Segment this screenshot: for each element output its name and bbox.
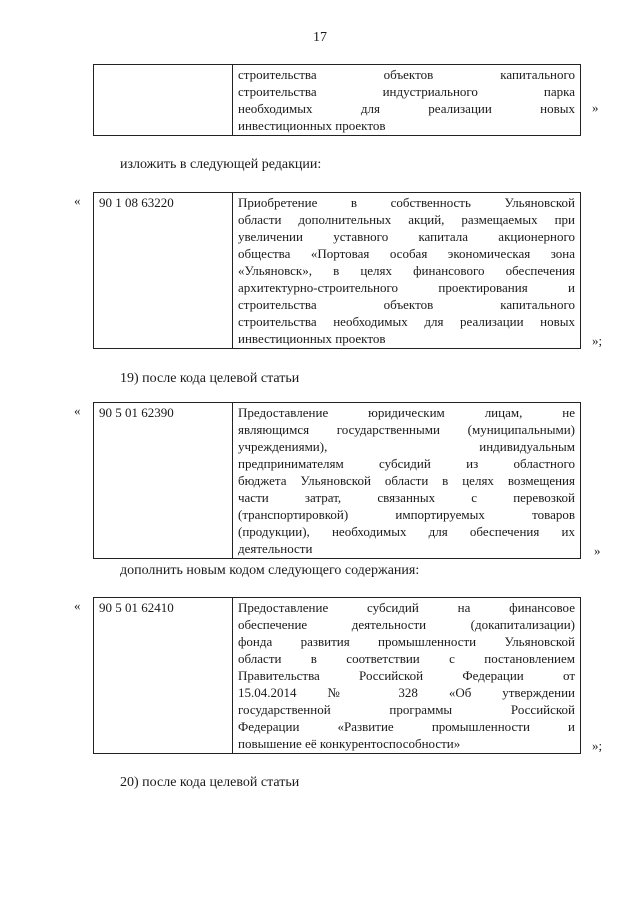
paragraph-text: дополнить новым кодом следующего содержания:: [120, 563, 420, 578]
table-row: [94, 598, 581, 754]
description-line: (транспортировкой) импортируемых товаров: [238, 507, 575, 522]
description-line: (продукции), необходимых для обеспечения их: [238, 524, 575, 539]
description-line: строительства индустриального парка: [238, 84, 575, 99]
description-line: фонда развития промышленности Ульяновской: [238, 634, 575, 649]
code-cell: 90 5 01 62410: [94, 598, 233, 754]
paragraph-text: 19) после кода целевой статьи: [120, 371, 300, 386]
description-line: Федерации «Развитие промышленности и: [238, 719, 575, 734]
description-line: области в соответствии с постановлением: [238, 651, 575, 666]
description-line: государственной программы Российской: [238, 702, 575, 717]
budget-table: [93, 192, 581, 349]
description-line: повышение её конкурентоспособности»: [238, 736, 461, 751]
description-cell: [233, 193, 581, 349]
description-line: Приобретение в собственность Ульяновской: [238, 195, 575, 210]
description-line: предпринимателям субсидий из областного: [238, 456, 575, 471]
description-line: общества «Портовая особая экономическая зона: [238, 246, 575, 261]
opening-quote: «: [74, 403, 81, 418]
budget-table: [93, 597, 581, 754]
description-line: строительства необходимых для реализации новых: [238, 314, 575, 329]
description-line: учреждениями), индивидуальным: [238, 439, 575, 454]
description-line: увеличении уставного капитала акционерного: [238, 229, 575, 244]
description-line: инвестиционных проектов: [238, 118, 386, 133]
code-cell: 90 1 08 63220: [94, 193, 233, 349]
description-line: инвестиционных проектов: [238, 331, 386, 346]
description-cell: [233, 65, 581, 136]
description-cell: [233, 403, 581, 559]
table-row: [94, 193, 581, 349]
description-line: области дополнительных акций, размещаемых при: [238, 212, 575, 227]
description-line: деятельности: [238, 541, 313, 556]
description-line: Предоставление субсидий на финансовое: [238, 600, 575, 615]
description-line: части затрат, связанных с перевозкой: [238, 490, 575, 505]
description-line: архитектурно-строительного проектирования и: [238, 280, 575, 295]
description-line: строительства объектов капитального: [238, 67, 575, 82]
page-number: 17: [313, 30, 327, 45]
description-line: являющимся государственными (муниципальными): [238, 422, 575, 437]
paragraph-text: изложить в следующей редакции:: [120, 157, 322, 172]
description-line: строительства объектов капитального: [238, 297, 575, 312]
closing-quote: »: [594, 543, 601, 558]
opening-quote: «: [74, 598, 81, 613]
description-line: бюджета Ульяновской области в целях возмещения: [238, 473, 575, 488]
closing-quote: »;: [592, 738, 603, 753]
description-line: обеспечение деятельности (докапитализации): [238, 617, 575, 632]
paragraph-text: 20) после кода целевой статьи: [120, 775, 300, 790]
description-line: 15.04.2014 № 328 «Об утверждении: [238, 685, 575, 700]
description-line: необходимых для реализации новых: [238, 101, 575, 116]
closing-quote: »;: [592, 333, 603, 348]
description-cell: [233, 598, 581, 754]
description-line: Предоставление юридическим лицам, не: [238, 405, 575, 420]
closing-quote: »: [592, 100, 599, 115]
description-line: «Ульяновск», в целях финансового обеспечения: [238, 263, 575, 278]
code-cell: [94, 65, 233, 136]
description-line: Правительства Российской Федерации от: [238, 668, 575, 683]
code-cell: 90 5 01 62390: [94, 403, 233, 559]
opening-quote: «: [74, 193, 81, 208]
table-row: [94, 65, 581, 136]
table-row: [94, 403, 581, 559]
budget-table-continuation: [93, 64, 581, 136]
budget-table: [93, 402, 581, 559]
